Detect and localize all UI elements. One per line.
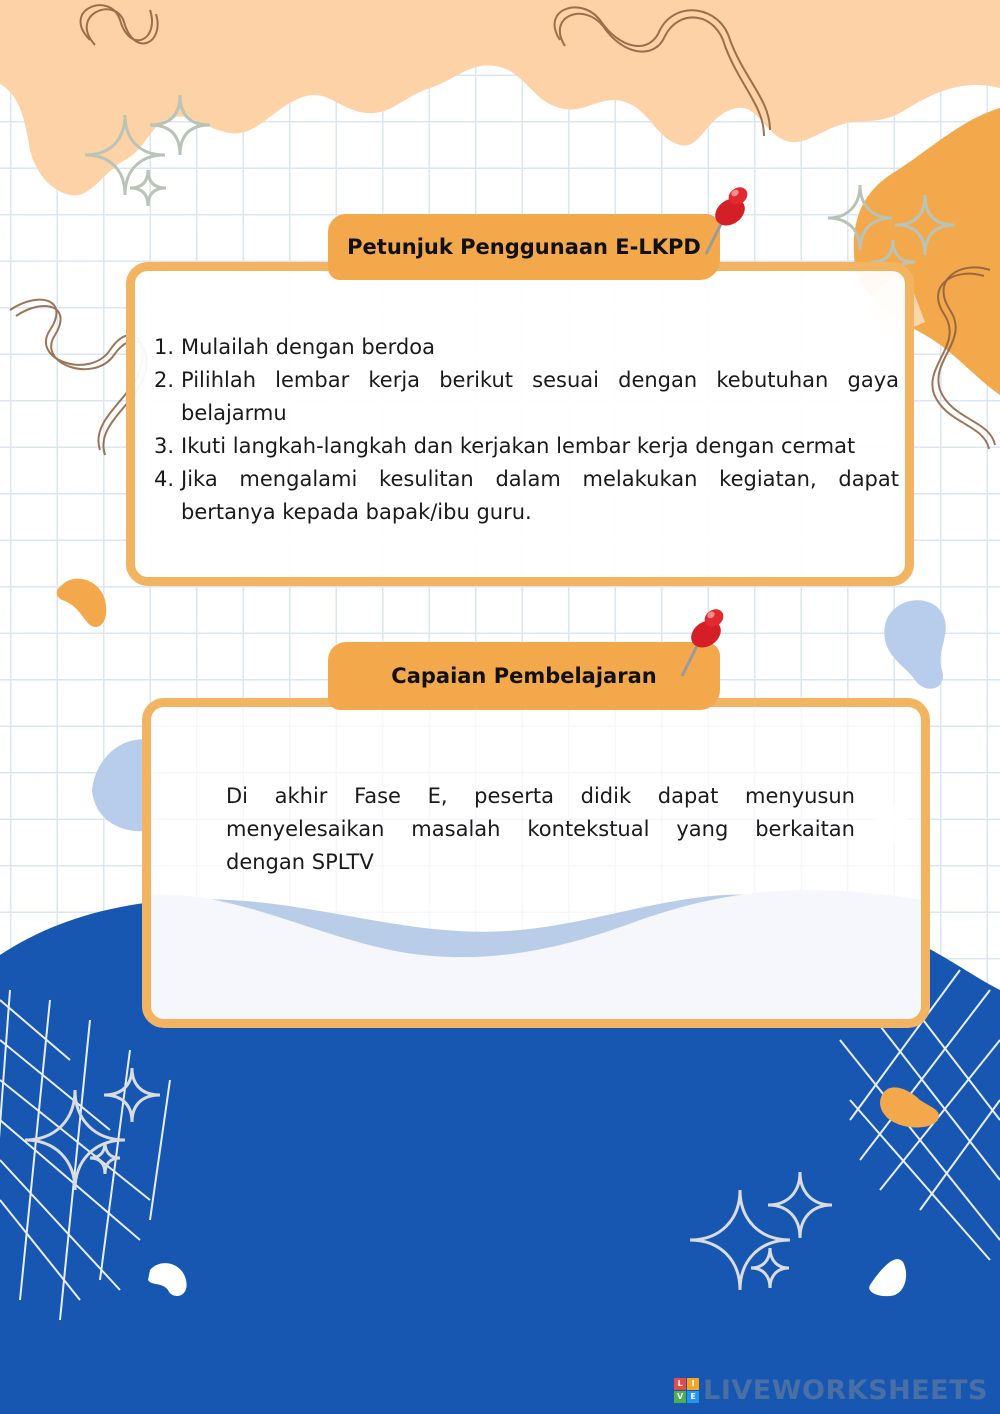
list-item-number: 4. xyxy=(154,467,175,491)
list-item-text: Jika mengalami kesulitan dalam melakukan kegiatan, dapat bertanya kepada bapak/ibu guru. xyxy=(181,467,899,524)
list-item xyxy=(154,331,899,364)
list-item-text: Mulailah dengan berdoa xyxy=(181,335,435,359)
list-item-number: 1. xyxy=(154,335,175,359)
liveworksheets-brand-text: LIVEWORKSHEETS xyxy=(703,1374,988,1406)
list-item-text: Ikuti langkah-langkah dan kerjakan lembar kerja dengan cermat xyxy=(181,434,856,458)
learning-outcomes-text: Di akhir Fase E, peserta didik dapat menyusun menyelesaikan masalah kontekstual yang berkaitan dengan SPLTV xyxy=(226,784,855,874)
pushpin-icon xyxy=(676,604,728,680)
list-item-number: 3. xyxy=(154,434,175,458)
learning-outcomes-title-label xyxy=(328,642,720,710)
list-item-number: 2. xyxy=(154,368,175,392)
instructions-title-label xyxy=(328,214,720,280)
list-item xyxy=(154,463,899,529)
liveworksheets-logo[interactable] xyxy=(674,1374,988,1406)
list-item xyxy=(154,364,899,430)
liveworksheets-logo-icon: L I V E xyxy=(674,1378,699,1403)
list-item xyxy=(154,430,899,463)
instructions-title: Petunjuk Penggunaan E-LKPD xyxy=(347,235,701,259)
instructions-list xyxy=(154,331,899,529)
pushpin-icon xyxy=(700,182,752,258)
list-item-text: Pilihlah lembar kerja berikut sesuai dengan kebutuhan gaya belajarmu xyxy=(181,368,899,425)
learning-outcomes-title: Capaian Pembelajaran xyxy=(391,664,657,688)
